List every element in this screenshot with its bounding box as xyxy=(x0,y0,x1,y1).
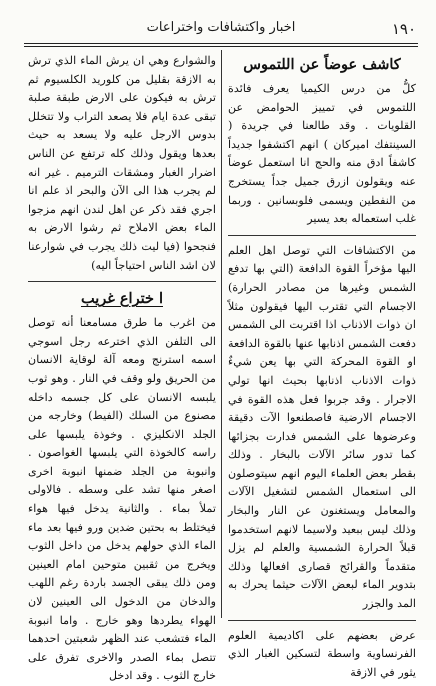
paragraph-invention: من اغرب ما طرق مسامعنا أنه توصل الى التلفن الذي اخترعه رجل اسوجي اسمه استرنج ومعه آلة لوقاية الانسان من الحريق ولو وقف في النار . وهو ثوب يلبسه الانسان على كل جسمه داخله مصنوع من السلك (الفيط) وخارجه من الجلد الانكليزي . وخوذة يلبسها على راسه كالخوذة التي يلبسها الغواصون . وانبوبة من الجلد ضمنها انبوبة اخرى اصغر منها تشد على وسطه . فالاولى تملأ بماء . والثانية يدخل فيها هواء فيختلط به بحتين ضدين ورو فيها بعد ماء الماء الذي حولهم يدخل من داخل الثوب ويخرج من ثقبين متوحين امام العينين ومن ذلك يبقى الجسد باردة رغم اللهب والدخان من الدخول الى العينين لان الهواء يطردها وهو خارج . واما انبوبة الماء فتشعب عند الظهر شعبتين احدهما تتصل بماء الصدر والاخرى تفرق على خارج الثوب . وقد ادخل xyxy=(28,316,216,683)
column-divider xyxy=(221,50,222,618)
page-number: ١٩٠ xyxy=(391,20,416,38)
left-column xyxy=(28,52,216,683)
section-divider xyxy=(228,620,416,621)
header-rule-top xyxy=(24,43,418,44)
page-header xyxy=(24,18,418,40)
running-title: اخبار واكتشافات واختراعات xyxy=(146,20,296,35)
paragraph-dust-start: عرض بعضهم على اكاديمية العلوم الفرنساوية واسطة لتسكين الغبار الذي يثور في الازقة xyxy=(228,628,416,679)
section-heading-invention: ا ختراع غريب xyxy=(80,290,163,308)
header-rule-bottom xyxy=(24,46,418,47)
paragraph-indicator: كلُّ من درس الكيميا يعرف فائدة اللتموس في تمييز الحوامض عن القلويات . وقد طالعنا في جريدة ( السينتفك اميركان ) انهم اكتشفوا جديداً كاشفاً ادق منه والحج انا استعمل عوضاً عنه ويقولون ازرق جميل جداً يستخرج من النفطين ويسمى فلوبسانين . وربما غلب استعماله بعد يسير xyxy=(228,82,416,226)
right-column xyxy=(228,52,416,679)
paragraph-repulsive-force: من الاكتشافات التي توصل اهل العلم اليها مؤخراً القوة الدافعة (التي بها تدفع الشمس وغيرها من مصادر الحرارة) الاجسام التي تقترب اليها فيقولون مثلاً ان ذوات الاذناب اذا اقتربت الى الشمس دفعت الشمس اذنابها عنها بالقوة الدافعة او القوة المحركة التي بها يعن شيءٌ ذوات الاذناب اذنابها بحيث انها تولي الاجرار . وقد جربوا فعل هذه القوة في الاجسام الارضية فاصطنعوا الآت دقيقة وعرضوها على الشمس فدارت بجزائها كما تدور سائر الآلات بالبخار . وذلك بقطر بعض العلماء اليوم انهم سيتوصلون الى استعمال الشمس لتشغيل الآلات والمعامل ويستغنون عن النار والبخار وذلك ليس ببعيد ولاسيما لانهم استخدموا قبلاً الحرارة الشمسية والعلم لم يزل متقدماً والقرائح قصارى افعالها وذلك بتدوير الماء لبعض الآلات حيثما يحرك به المد والجزر xyxy=(228,243,416,611)
section-heading-indicator: كاشف عوضاً عن اللتموس xyxy=(243,56,401,73)
paragraph-dust-continued: والشوارع وهي ان يرش الماء الذي ترش به الازقة بقليل من كلوريد الكلسيوم ثم ترش به فيكون على الارض طبقة صلبة تبقى عدة ايام فلا يصعد التراب ولا تتخلل بدوس الارجل عليه ولا يسعد به حيث بعدها ويقول وذلك كله ترتفع عن الناس اضرار الغبار ومشقات الترميم . غير انه لم يجرب هذا الى الآن والبحر اذ علم انا اجري فقد ذكر عن اهل لندن انهم مزجوا الماء بعض الاملاح ثم رشوا الارض به فنجحوا (فيا ليت ذلك يجرب في شوارعنا لان اشد الناس احتياجاً اليه) xyxy=(28,54,216,272)
section-divider xyxy=(228,235,416,236)
section-divider xyxy=(28,281,216,282)
